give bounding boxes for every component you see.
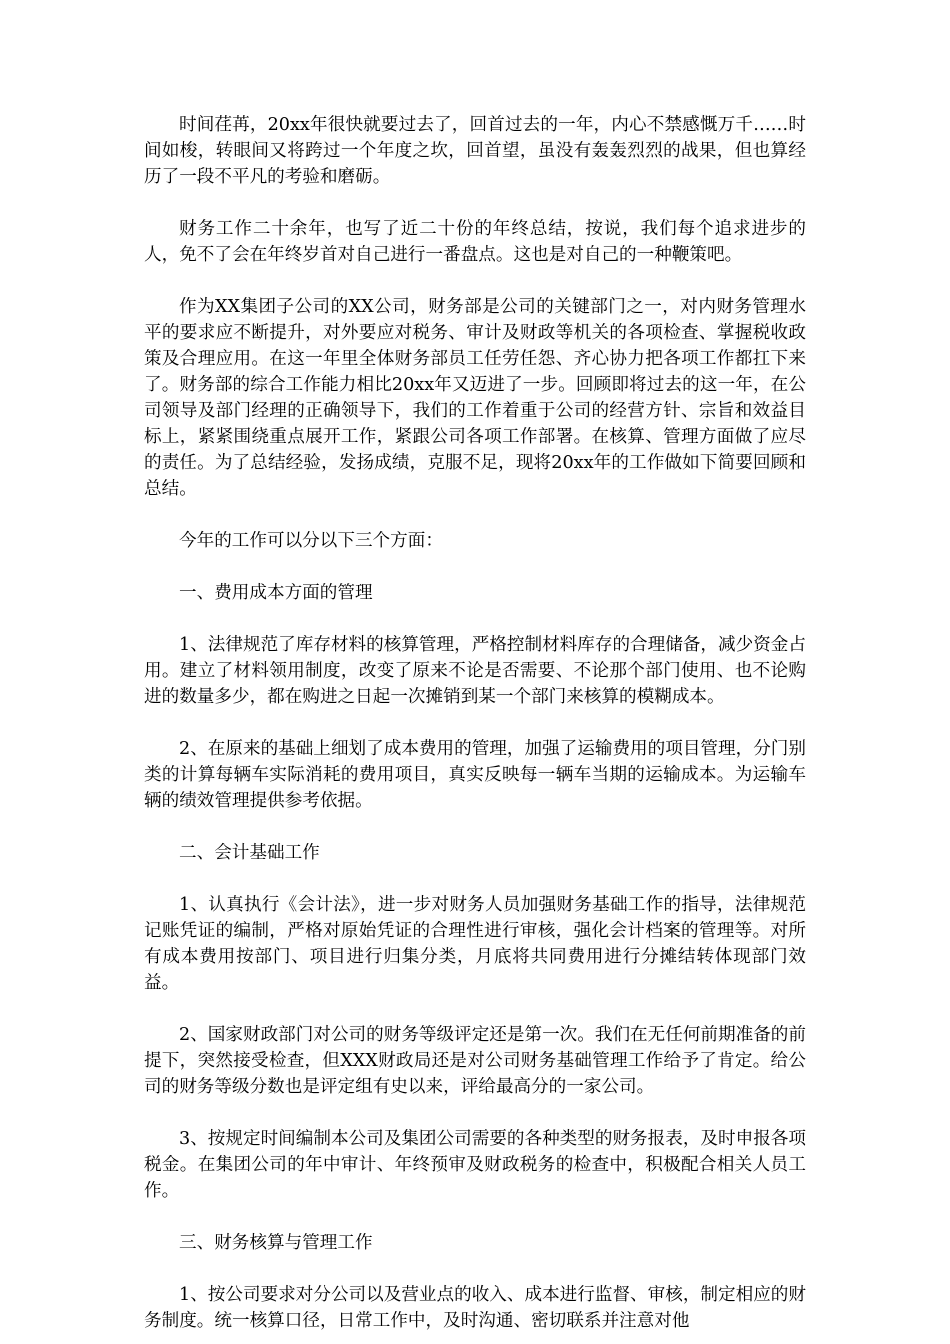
paragraph-management-1: 1、按公司要求对分公司以及营业点的收入、成本进行监督、审核，制定相应的财务制度。统一核算口径，日常工作中，及时沟通、密切联系并注意对他 [144, 1285, 806, 1331]
paragraph-cost-2: 2、在原来的基础上细划了成本费用的管理，加强了运输费用的项目管理，分门别类的计算每辆车实际消耗的费用项目，真实反映每一辆车当期的运输成本。为运输车辆的绩效管理提供参考依据。 [144, 739, 806, 811]
section-heading-accounting: 二、会计基础工作 [179, 843, 320, 863]
paragraph-accounting-2: 2、国家财政部门对公司的财务等级评定还是第一次。我们在无任何前期准备的前提下，突然接受检查，但XXX财政局还是对公司财务基础管理工作给予了肯定。给公司的财务等级分数也是评定组有史以来，评给最高分的一家公司。 [144, 1025, 806, 1097]
section-heading-management: 三、财务核算与管理工作 [179, 1233, 373, 1253]
paragraph-overview: 今年的工作可以分以下三个方面： [179, 531, 443, 551]
section-heading-cost: 一、费用成本方面的管理 [179, 583, 373, 603]
paragraph-cost-1: 1、法律规范了库存材料的核算管理，严格控制材料库存的合理储备，减少资金占用。建立了材料领用制度，改变了原来不论是否需要、不论那个部门使用、也不论购进的数量多少，都在购进之日起一次摊销到某一个部门来核算的模糊成本。 [144, 635, 806, 707]
paragraph-years: 财务工作二十余年，也写了近二十份的年终总结，按说，我们每个追求进步的人，免不了会在年终岁首对自己进行一番盘点。这也是对自己的一种鞭策吧。 [144, 219, 806, 265]
document-body [144, 112, 806, 1334]
paragraph-accounting-1: 1、认真执行《会计法》，进一步对财务人员加强财务基础工作的指导，法律规范记账凭证的编制，严格对原始凭证的合理性进行审核，强化会计档案的管理等。对所有成本费用按部门、项目进行归集分类，月底将共同费用进行分摊结转体现部门效益。 [144, 895, 806, 993]
paragraph-company: 作为XX集团子公司的XX公司，财务部是公司的关键部门之一，对内财务管理水平的要求应不断提升，对外要应对税务、审计及财政等机关的各项检查、掌握税收政策及合理应用。在这一年里全体财务部员工任劳任怨、齐心协力把各项工作都扛下来了。财务部的综合工作能力相比20xx年又迈进了一步。回顾即将过去的这一年，在公司领导及部门经理的正确领导下，我们的工作着重于公司的经营方针、宗旨和效益目标上，紧紧围绕重点展开工作，紧跟公司各项工作部署。在核算、管理方面做了应尽的责任。为了总结经验，发扬成绩，克服不足，现将20xx年的工作做如下简要回顾和总结。 [144, 297, 806, 499]
paragraph-intro: 时间荏苒，20xx年很快就要过去了，回首过去的一年，内心不禁感慨万千……时间如梭，转眼间又将跨过一个年度之坎，回首望，虽没有轰轰烈烈的战果，但也算经历了一段不平凡的考验和磨砺。 [144, 115, 806, 187]
paragraph-accounting-3: 3、按规定时间编制本公司及集团公司需要的各种类型的财务报表，及时申报各项税金。在集团公司的年中审计、年终预审及财政税务的检查中，积极配合相关人员工作。 [144, 1129, 806, 1201]
